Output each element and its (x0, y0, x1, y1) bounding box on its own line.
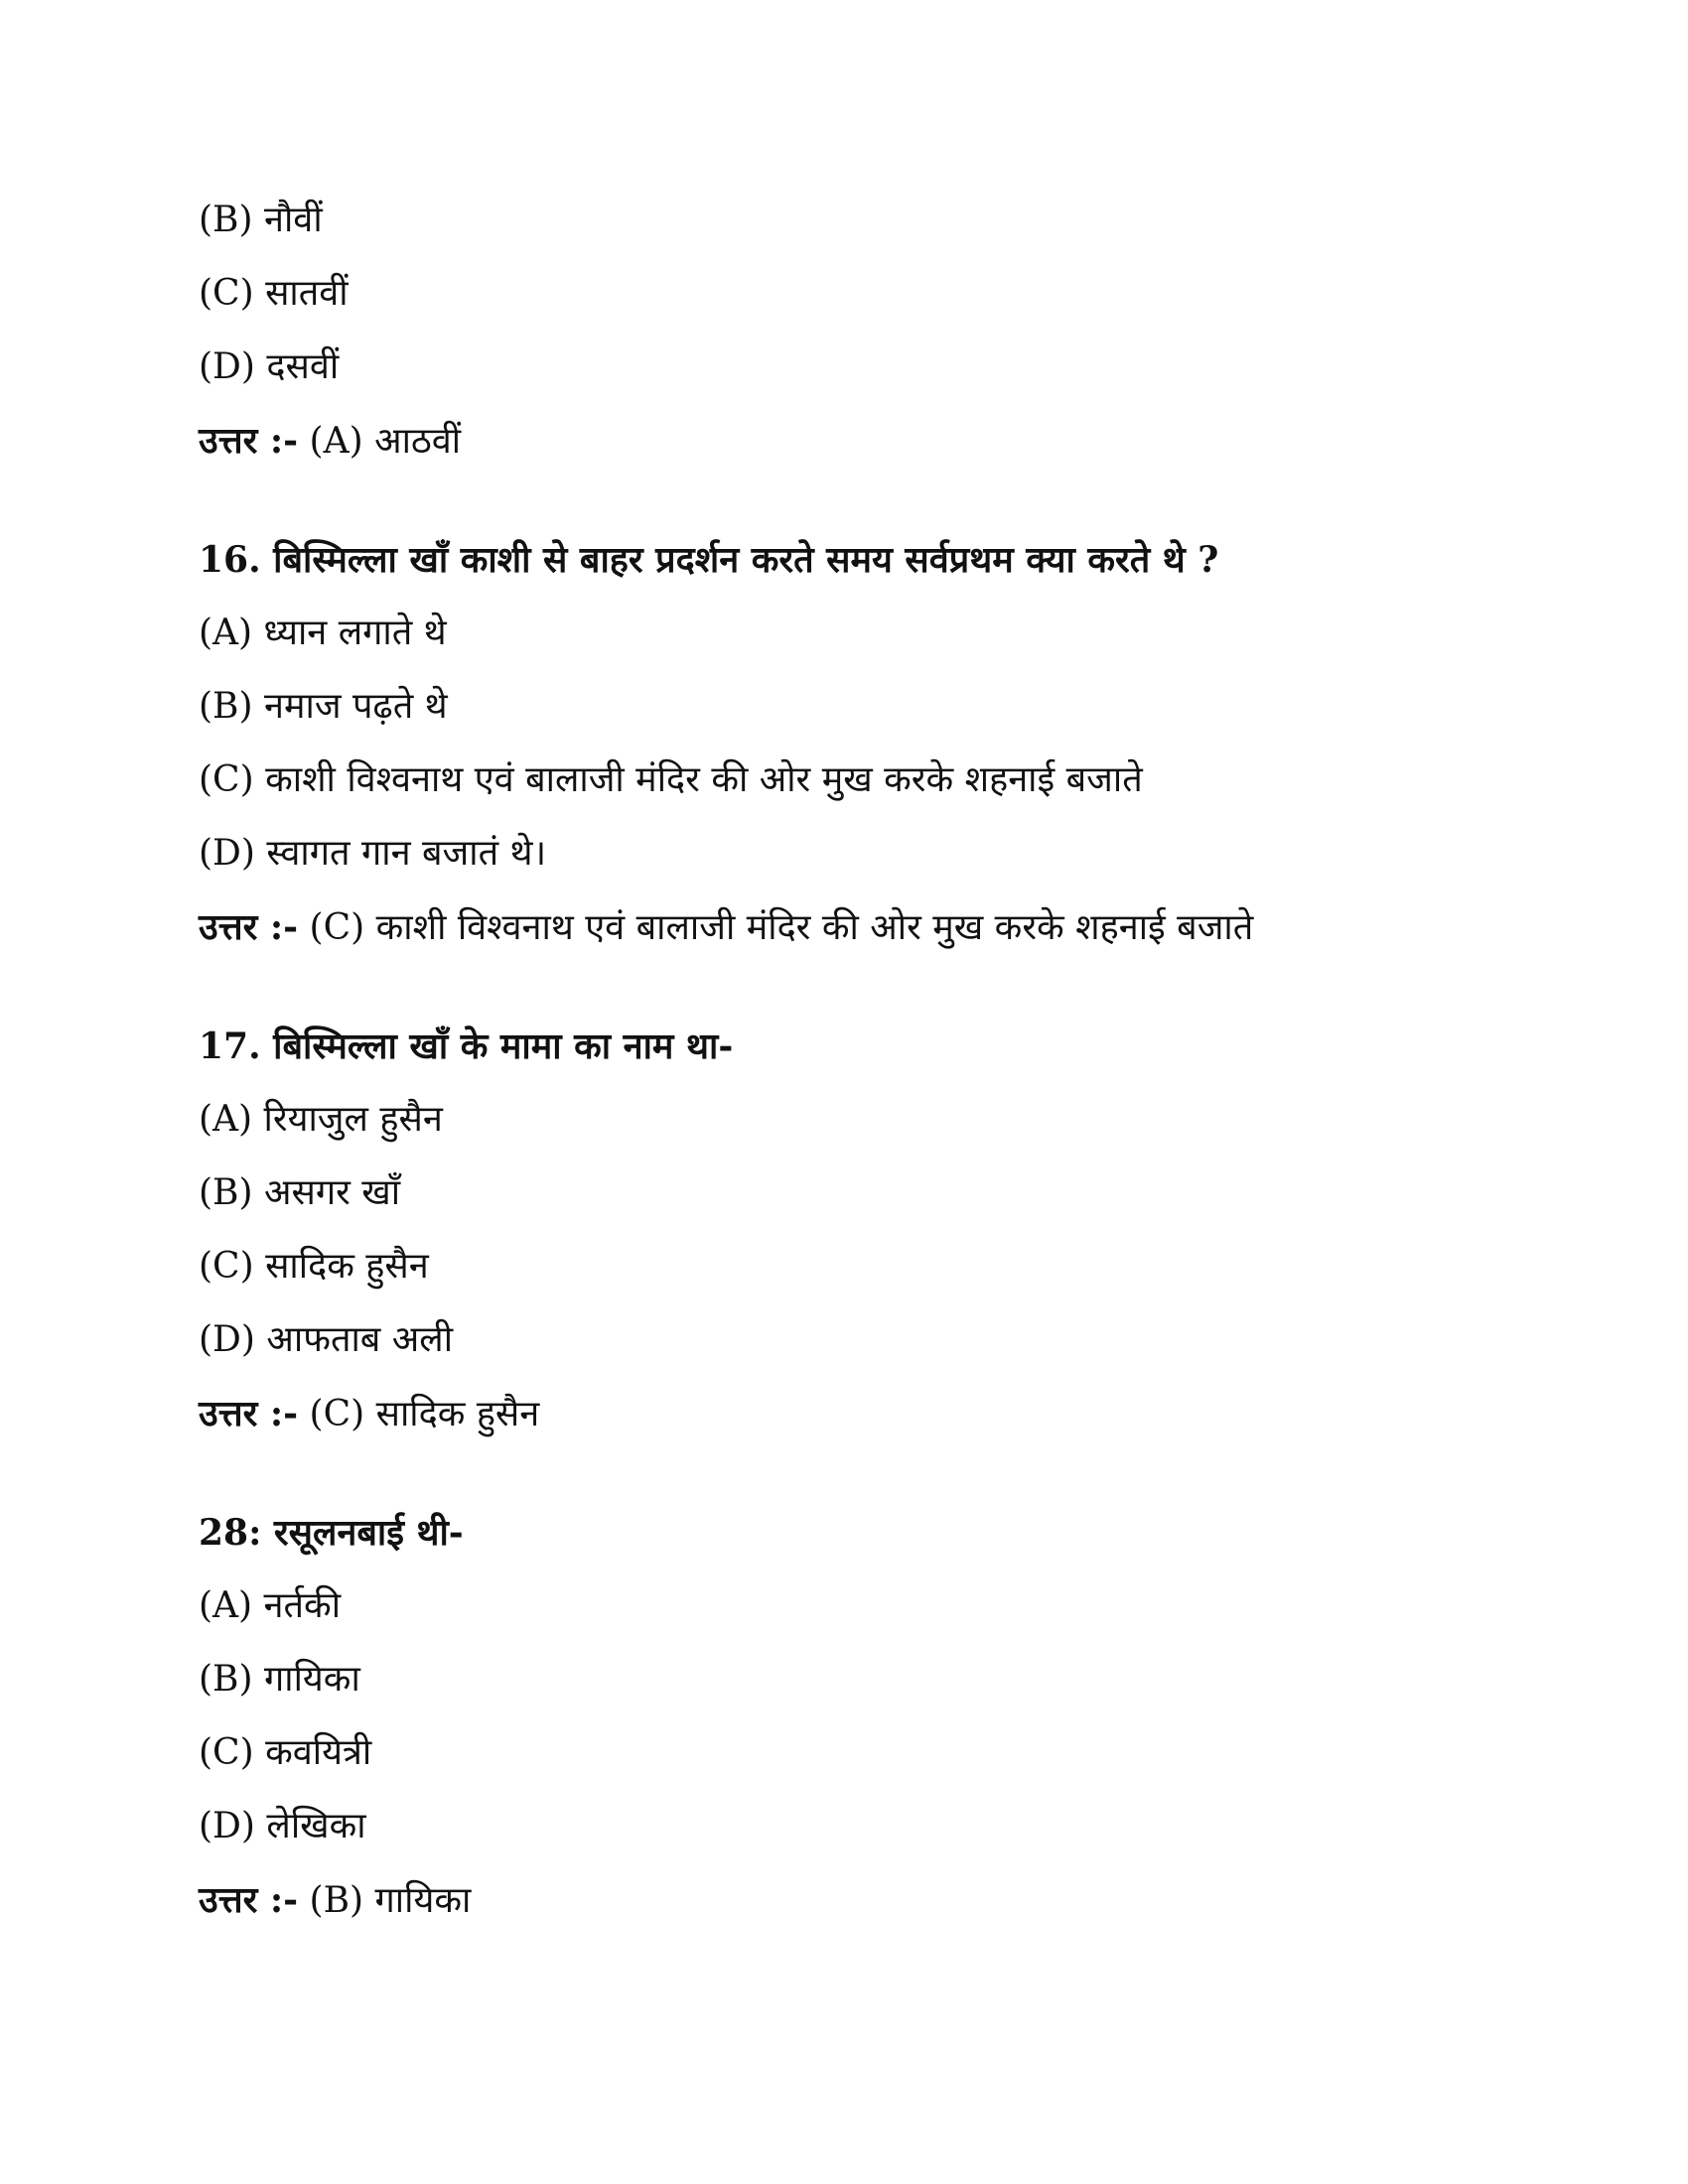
option-text: नमाज पढ़ते थे (264, 686, 448, 727)
answer-label: उत्तर :- (199, 1879, 299, 1921)
option-letter: (D) (199, 833, 255, 874)
option-text: दसवीं (266, 346, 340, 387)
option-a (199, 1582, 341, 1630)
option-text: काशी विश्वनाथ एवं बालाजी मंदिर की ओर मुख करके शहनाई बजाते (265, 759, 1143, 800)
answer-text: (B) गायिका (309, 1880, 472, 1921)
option-text: गायिका (264, 1659, 360, 1700)
answer-label: उत्तर :- (199, 420, 299, 462)
option-text: लेखिका (266, 1806, 366, 1846)
option-a (199, 1096, 443, 1144)
answer-text: (C) काशी विश्वनाथ एवं बालाजी मंदिर की ओर मुख करके शहनाई बजाते (309, 907, 1254, 948)
option-letter: (B) (199, 200, 253, 240)
option-letter: (A) (199, 1099, 253, 1140)
option-text: असगर खाँ (264, 1172, 401, 1213)
option-d (199, 1316, 453, 1364)
answer-line (199, 903, 1253, 952)
option-c (199, 270, 349, 318)
option-a (199, 610, 447, 657)
answer-line (199, 1876, 471, 1925)
option-letter: (D) (199, 1806, 255, 1846)
answer-label: उत्तर :- (199, 906, 299, 948)
option-letter: (C) (199, 1246, 254, 1287)
option-text: सातवीं (265, 273, 349, 314)
option-text: ध्यान लगाते थे (263, 613, 447, 653)
option-text: स्वागत गान बजातं थे। (266, 833, 547, 874)
option-text: कवयित्री (265, 1732, 372, 1773)
option-letter: (D) (199, 346, 255, 387)
option-b (199, 1656, 360, 1704)
option-text: आफताब अली (266, 1319, 454, 1360)
option-letter: (C) (199, 759, 254, 800)
option-text: नर्तकी (263, 1585, 342, 1626)
answer-text: (A) आठवीं (309, 421, 462, 462)
option-b (199, 1169, 400, 1217)
option-d (199, 830, 546, 878)
option-c (199, 1729, 371, 1777)
option-d (199, 343, 339, 391)
question-17: 17. बिस्मिल्ला खाँ के मामा का नाम था- (199, 1025, 734, 1067)
answer-text: (C) सादिक हुसैन (309, 1394, 540, 1434)
option-letter: (C) (199, 1732, 254, 1773)
option-text: नौवीं (264, 200, 323, 240)
option-b (199, 683, 448, 731)
option-b (199, 197, 323, 244)
option-letter: (B) (199, 1172, 253, 1213)
option-letter: (A) (199, 1585, 253, 1626)
answer-line (199, 1390, 539, 1438)
question-28: 28: रसूलनबाई थी- (199, 1512, 464, 1554)
option-text: रियाजुल हुसैन (263, 1099, 443, 1140)
option-c (199, 756, 1143, 804)
option-letter: (D) (199, 1319, 255, 1360)
option-letter: (B) (199, 1659, 253, 1700)
option-letter: (B) (199, 686, 253, 727)
answer-label: उत्तर :- (199, 1393, 299, 1434)
option-letter: (C) (199, 273, 254, 314)
answer-line (199, 417, 461, 466)
option-letter: (A) (199, 613, 253, 653)
option-text: सादिक हुसैन (265, 1246, 429, 1287)
option-c (199, 1243, 429, 1291)
question-16: 16. बिस्मिल्ला खाँ काशी से बाहर प्रदर्शन करते समय सर्वप्रथम क्या करते थे ? (199, 539, 1219, 581)
option-d (199, 1803, 366, 1850)
